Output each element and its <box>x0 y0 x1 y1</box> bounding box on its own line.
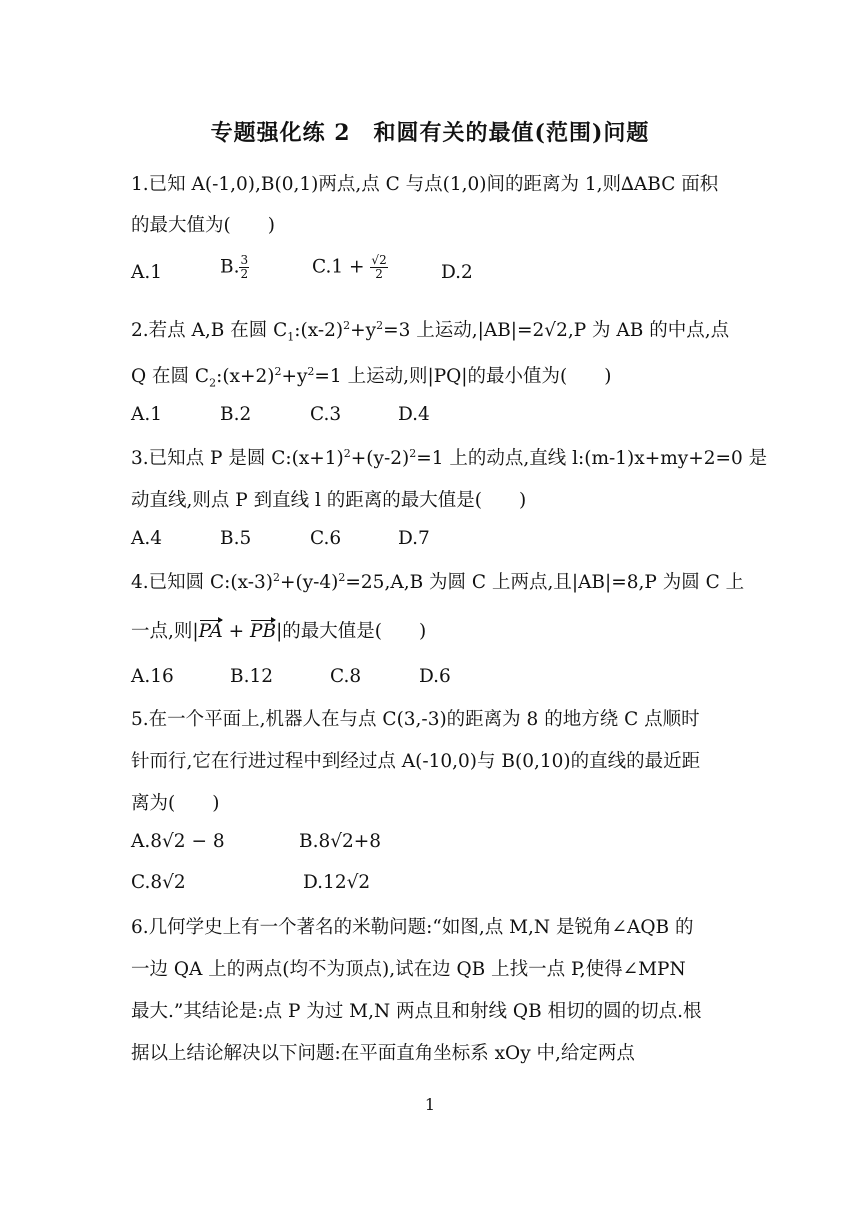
q3-option-a: A.4 <box>131 528 163 549</box>
q4-option-b: B.12 <box>230 666 274 687</box>
q1-option-b-fraction <box>239 254 249 281</box>
q2-line-2-sub-1: 2 <box>209 376 217 390</box>
q2-line-2-part-b: :(x+2) <box>216 366 275 387</box>
q3-option-b: B.5 <box>220 528 252 549</box>
q3-line-1-part-c: =1 上的动点,直线 l:(m-1)x+my+2=0 是 <box>416 448 768 469</box>
q2-line-1-part-c: +y <box>350 320 377 341</box>
q6-line-2: 一边 QA 上的两点(均不为顶点),试在边 QB 上找一点 P,使得∠MPN <box>131 959 686 980</box>
q3-line-1-sup-2: 2 <box>409 446 417 460</box>
page-title: 专题强化练 2 和圆有关的最值(范围)问题 <box>210 120 650 146</box>
q2-line-2-part-d: =1 上运动,则|PQ|的最小值为( ) <box>314 366 612 387</box>
q2-line-1 <box>131 316 729 344</box>
q4-line-1-sup-2: 2 <box>338 570 346 584</box>
q6-line-3: 最大.”其结论是:点 P 为过 M,N 两点且和射线 QB 相切的圆的切点.根 <box>131 1001 702 1022</box>
q3-option-d: D.7 <box>398 528 430 549</box>
q5-line-3: 离为( ) <box>131 793 220 814</box>
page-number: 1 <box>424 1095 436 1114</box>
q1-line-2: 的最大值为( ) <box>131 215 275 236</box>
q2-line-1-sup-2: 2 <box>376 318 384 332</box>
q1-option-d: D.2 <box>441 262 473 283</box>
q1-option-c-denominator: 2 <box>375 267 383 281</box>
q1-option-c <box>312 254 388 281</box>
q5-line-2: 针而行,它在行进过程中到经过点 A(-10,0)与 B(0,10)的直线的最近距 <box>131 751 701 772</box>
q1-option-c-numerator: √2 <box>371 253 387 267</box>
q2-option-a: A.1 <box>131 404 163 425</box>
q1-line-1: 1.已知 A(-1,0),B(0,1)两点,点 C 与点(1,0)间的距离为 1,则∆ABC 面积 <box>131 174 719 195</box>
q4-line-1 <box>131 568 744 594</box>
q6-line-1: 6.几何学史上有一个著名的米勒问题:“如图,点 M,N 是锐角∠AQB 的 <box>131 917 694 938</box>
q1-option-b-prefix: B. <box>220 256 240 278</box>
q4-line-1-part-b: +(y-4) <box>279 572 339 593</box>
q1-option-b <box>220 254 249 281</box>
q4-line-1-part-c: =25,A,B 为圆 C 上两点,且|AB|=8,P 为圆 C 上 <box>345 572 745 593</box>
q3-option-c: C.6 <box>310 528 342 549</box>
q4-option-a: A.16 <box>131 666 174 687</box>
q2-line-1-sub-1: 1 <box>287 330 295 344</box>
q5-option-c: C.8√2 <box>131 872 186 893</box>
q4-line-1-sup-1: 2 <box>272 570 280 584</box>
vector-pa: PA <box>198 621 223 642</box>
q3-line-1-part-b: +(y-2) <box>350 448 410 469</box>
q2-option-c: C.3 <box>310 404 342 425</box>
q5-option-d: D.12√2 <box>303 872 371 893</box>
q2-line-1-part-b: :(x-2) <box>294 320 344 341</box>
q4-line-2-plus: + <box>222 621 251 642</box>
q3-line-1-sup-1: 2 <box>343 446 351 460</box>
q5-option-b: B.8√2+8 <box>299 831 382 852</box>
q3-line-2: 动直线,则点 P 到直线 l 的距离的最大值是( ) <box>131 490 527 511</box>
q3-line-1-part-a: 3.已知点 P 是圆 C:(x+1) <box>131 448 344 469</box>
q6-line-4: 据以上结论解决以下问题:在平面直角坐标系 xOy 中,给定两点 <box>131 1043 635 1064</box>
q2-line-2-part-c: +y <box>281 366 308 387</box>
q4-option-c: C.8 <box>330 666 362 687</box>
q2-line-2-sup-1: 2 <box>274 364 282 378</box>
q2-line-1-sup-1: 2 <box>343 318 351 332</box>
vector-pb: PB <box>250 621 277 642</box>
q3-line-1 <box>131 444 767 470</box>
q5-line-1: 5.在一个平面上,机器人在与点 C(3,-3)的距离为 8 的地方绕 C 点顺时 <box>131 709 700 730</box>
q2-line-2 <box>131 362 611 390</box>
q1-option-c-fraction <box>370 254 387 281</box>
q2-line-2-part-a: Q 在圆 C <box>131 366 210 387</box>
q2-option-d: D.4 <box>398 404 430 425</box>
q4-line-1-part-a: 4.已知圆 C:(x-3) <box>131 572 273 593</box>
q1-option-b-numerator: 3 <box>240 253 249 267</box>
q1-option-b-denominator: 2 <box>240 267 249 281</box>
q5-option-a: A.8√2 − 8 <box>131 831 225 852</box>
q2-line-1-part-a: 2.若点 A,B 在圆 C <box>131 320 288 341</box>
q2-line-2-sup-2: 2 <box>307 364 315 378</box>
q1-option-c-prefix: C.1 + <box>312 256 371 278</box>
q2-line-1-part-d: =3 上运动,|AB|=2√2,P 为 AB 的中点,点 <box>383 320 730 341</box>
q4-option-d: D.6 <box>419 666 451 687</box>
q1-option-a: A.1 <box>131 262 163 283</box>
q4-line-2-part-a: 一点,则| <box>131 621 199 642</box>
q4-line-2 <box>131 617 426 643</box>
q2-option-b: B.2 <box>220 404 252 425</box>
q4-line-2-part-b: |的最大值是( ) <box>276 621 427 642</box>
